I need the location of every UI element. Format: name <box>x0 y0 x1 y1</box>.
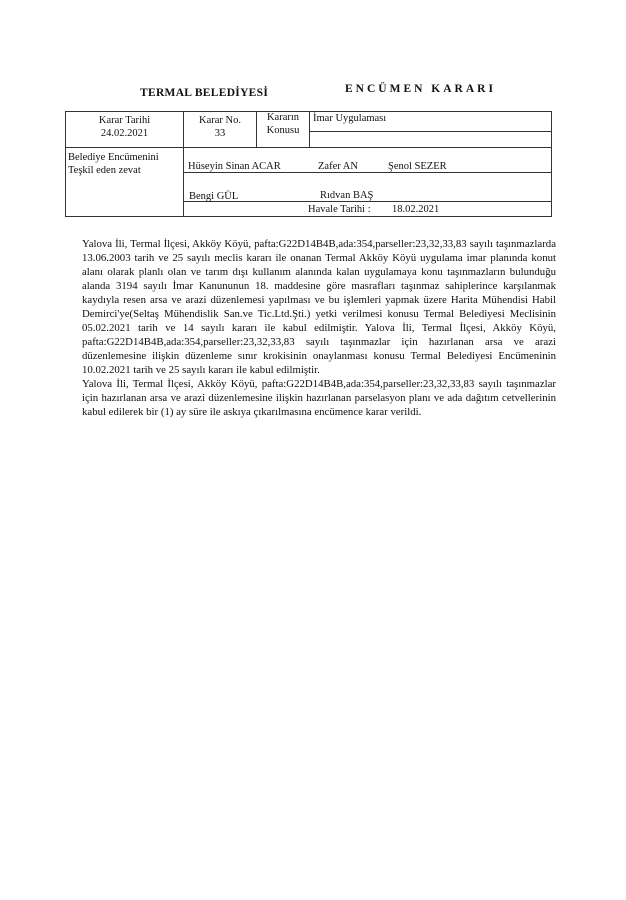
decision-no-label: Karar No. <box>199 115 241 126</box>
member-name: Şenol SEZER <box>388 161 447 172</box>
referral-date: 18.02.2021 <box>392 204 440 215</box>
member-name: Zafer AN <box>318 161 358 172</box>
decision-subject: İmar Uygulaması <box>313 113 387 124</box>
decision-date-label: Karar Tarihi <box>98 115 151 126</box>
council-label-line1: Belediye Encümenini <box>68 152 159 163</box>
member-name: Rıdvan BAŞ <box>320 190 374 201</box>
subject-label-line2: Konusu <box>266 125 300 136</box>
institution-title: TERMAL BELEDİYESİ <box>140 87 269 99</box>
document-type-title: ENCÜMEN KARARI <box>345 83 496 95</box>
subject-label-line1: Kararın <box>266 112 300 123</box>
council-label-line2: Teşkil eden zevat <box>68 165 141 176</box>
decision-body <box>82 237 556 419</box>
body-paragraph: Yalova İli, Termal İlçesi, Akköy Köyü, pafta:G22D14B4B,ada:354,parseller:23,32,33,83 sayılı taşınmazlarda 13.06.2003 tarih ve 25 sayılı meclis kararı ile onanan Termal Akköy Köyü uygulama imar planında konut alanı olarak planlı olan ve tarım dışı kullanım alanında kalan uygulamaya konu taşınmazların bulunduğu alanda 3194 sayılı İmar Kanununun 18. maddesine göre masrafları taşınmaz sahiplerince karşılanmak kaydıyla resen arsa ve arazi düzenlemesi yapılması ve bu işlemleri yapmak üzere Harita Mühendisi Habil Demirci'ye(Seltaş Mühendislik San.ve Tic.Ltd.Şti.) yetki verilmesi konusu Termal Belediyesi Meclisinin 05.02.2021 tarih ve 14 sayılı kararı ile kabul edilmiştir. Yalova İli, Termal İlçesi, Akköy Köyü, pafta:G22D14B4B,ada:354,parseller:23,32,33,83 sayılı taşınmazlar için hazırlanan arsa ve arazi düzenlemesine ilişkin düzenleme sınır krokisinin onaylanması konusu Termal Belediyesi Encümeninin 10.02.2021 tarih ve 25 sayılı kararı ile kabul edilmiştir. <box>82 238 556 376</box>
member-name: Hüseyin Sinan ACAR <box>188 161 281 172</box>
body-paragraph: Yalova İli, Termal İlçesi, Akköy Köyü, pafta:G22D14B4B,ada:354,parseller:23,32,33,83 sayılı taşınmazlar için hazırlanan arsa ve arazi düzenlemesine ilişkin hazırlanan parselasyon planı ve ada dağıtım cetvellerinin kabul edilerek bir (1) ay süre ile askıya çıkarılmasına encümence karar verildi. <box>82 378 556 418</box>
decision-date: 24.02.2021 <box>100 128 149 139</box>
decision-no: 33 <box>214 128 226 139</box>
referral-date-label: Havale Tarihi : <box>308 204 371 215</box>
member-name: Bengi GÜL <box>189 191 239 202</box>
